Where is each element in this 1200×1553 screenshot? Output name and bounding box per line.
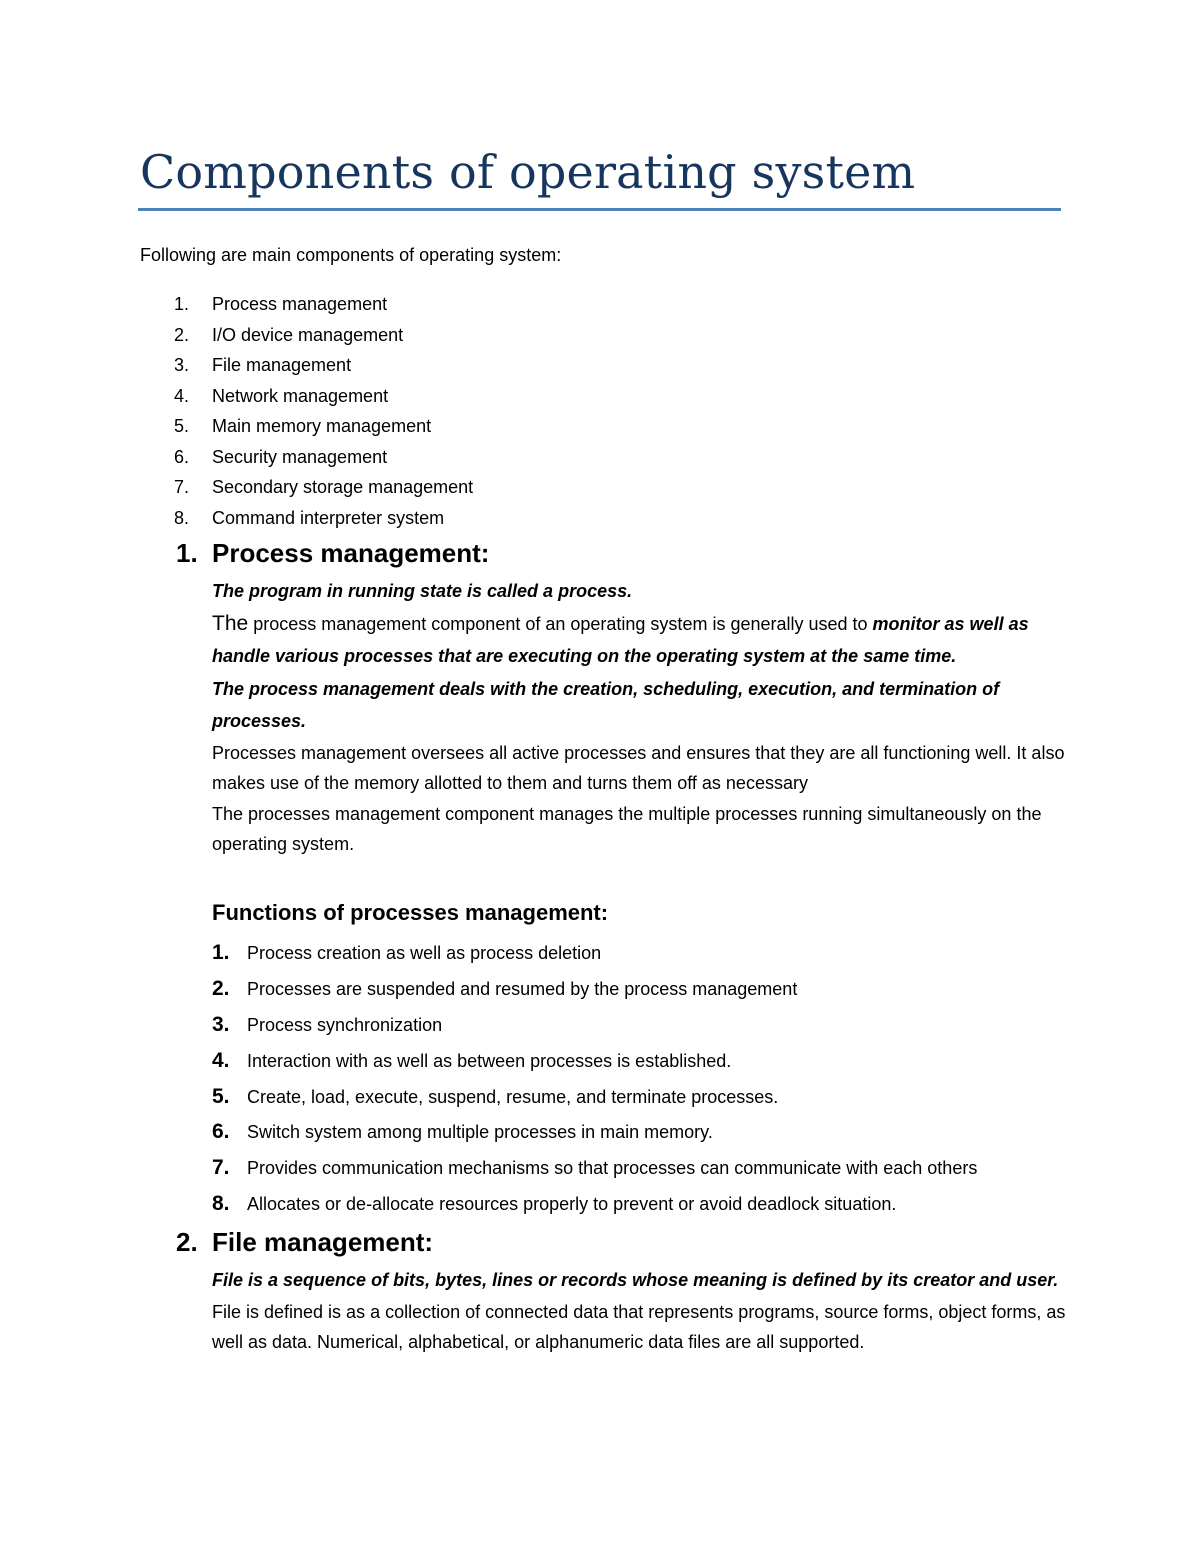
- file-paragraph-1: File is defined is as a collection of connected data that represents programs, source forms, object forms, as well as data. Numerical, alphabetical, or alphanumeric data files are all supported.: [212, 1301, 1066, 1352]
- process-paragraph-3: Processes management oversees all active processes and ensures that they are all functioning well. It also makes use of the memory allotted to them and turns them off as necessary: [212, 742, 1065, 793]
- list-number: 6.: [174, 446, 190, 467]
- list-item-text: Security management: [212, 446, 388, 467]
- list-item-text: Switch system among multiple processes in main memory.: [247, 1122, 713, 1143]
- list-item-text: Allocates or de-allocate resources properly to prevent or avoid deadlock situation.: [247, 1194, 897, 1215]
- list-number: 3.: [174, 355, 190, 375]
- list-number: 6.: [212, 1120, 230, 1144]
- list-item-text: I/O device management: [212, 324, 404, 345]
- list-number: 4.: [212, 1048, 230, 1072]
- intro-text: Following are main components of operating system:: [140, 245, 562, 265]
- list-item-text: Process synchronization: [247, 1014, 443, 1035]
- list-number: 2.: [212, 976, 230, 1000]
- list-item-text: Interaction with as well as between processes is established.: [247, 1050, 732, 1071]
- list-number: 8.: [212, 1192, 230, 1216]
- list-item-text: File management: [212, 355, 352, 375]
- section-number: 1.: [176, 538, 198, 568]
- paragraph-text: process management component of an operating system is generally used to: [248, 613, 873, 634]
- list-number: 5.: [174, 416, 190, 436]
- list-number: 7.: [212, 1156, 230, 1180]
- process-management-body: [212, 575, 1072, 860]
- process-definition: The program in running state is called a process.: [212, 581, 633, 601]
- section-title: File management:: [212, 1227, 434, 1257]
- process-paragraph-4: The processes management component manages the multiple processes running simultaneously on the operating system.: [212, 803, 1042, 854]
- list-item-text: Provides communication mechanisms so that processes can communicate with each others: [247, 1158, 978, 1179]
- list-number: 3.: [212, 1012, 230, 1036]
- page-title: Components of operating system: [140, 145, 916, 199]
- list-number: 7.: [174, 477, 190, 497]
- paragraph-emphasis: monitor as well as handle various processes that are executing on the operating system at the same time.: [212, 613, 1029, 666]
- file-management-body: [212, 1264, 1072, 1358]
- list-item-text: Processes are suspended and resumed by the process management: [247, 978, 798, 999]
- list-number: 4.: [174, 385, 190, 406]
- process-paragraph-1: [212, 608, 1072, 673]
- list-number: 1.: [174, 294, 190, 314]
- list-number: 5.: [212, 1084, 230, 1108]
- list-item-text: Process creation as well as process deletion: [247, 943, 602, 963]
- section-number: 2.: [176, 1227, 198, 1257]
- list-item-text: Create, load, execute, suspend, resume, and terminate processes.: [247, 1086, 779, 1107]
- list-number: 2.: [174, 324, 190, 345]
- list-item-text: Main memory management: [212, 416, 432, 436]
- functions-heading: Functions of processes management:: [212, 900, 609, 925]
- list-item-text: Command interpreter system: [212, 507, 445, 528]
- section-title: Process management:: [212, 538, 490, 568]
- file-definition: File is a sequence of bits, bytes, lines or records whose meaning is defined by its creator and user.: [212, 1270, 1059, 1290]
- list-number: 1.: [212, 941, 230, 964]
- section-heading-process-management: [176, 536, 489, 570]
- list-number: 8.: [174, 507, 190, 528]
- section-heading-file-management: [176, 1225, 433, 1259]
- list-item-text: Process management: [212, 294, 388, 314]
- title-underline: [138, 208, 1061, 211]
- list-item-text: Secondary storage management: [212, 477, 474, 497]
- paragraph-lead-word: The: [212, 611, 249, 635]
- process-paragraph-2: The process management deals with the creation, scheduling, execution, and termination of processes.: [212, 678, 1000, 731]
- list-item-text: Network management: [212, 385, 389, 406]
